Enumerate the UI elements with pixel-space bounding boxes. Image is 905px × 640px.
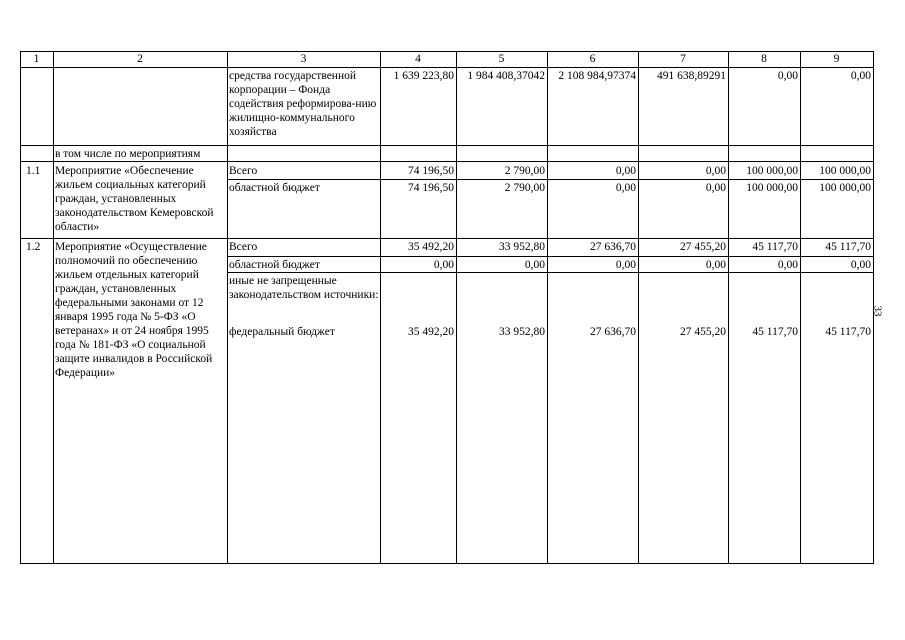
value-cell: 100 000,00	[819, 165, 871, 177]
measure-number: 1.2	[26, 241, 41, 253]
row-divider	[20, 238, 874, 239]
value-cell: 35 492,20	[408, 326, 454, 338]
page-number: 33	[871, 305, 884, 317]
value-cell: 0,00	[705, 165, 726, 177]
source-cell: средства государственной корпорации – Фонда содействия реформирова-нию жилищно-коммунального хозяйства	[229, 70, 377, 138]
column-divider	[547, 51, 548, 564]
value-cell: 0,00	[705, 182, 726, 194]
source-cell: Всего	[229, 241, 258, 253]
source-cell: федеральный бюджет	[229, 326, 335, 338]
value-cell: 0,00	[524, 259, 545, 271]
value-cell: 0,00	[777, 70, 798, 82]
source-cell: областной бюджет	[229, 182, 320, 194]
value-cell: 74 196,50	[408, 165, 454, 177]
column-header: 6	[589, 53, 596, 65]
value-cell: 0,00	[615, 165, 636, 177]
column-header: 3	[300, 53, 307, 65]
value-cell: 0,00	[615, 259, 636, 271]
value-cell: 100 000,00	[746, 165, 798, 177]
value-cell: 74 196,50	[408, 182, 454, 194]
column-divider	[380, 51, 381, 564]
value-cell: 0,00	[850, 70, 871, 82]
row-divider	[20, 161, 874, 162]
row-divider	[227, 179, 874, 180]
value-cell: 2 790,00	[504, 182, 545, 194]
table-border-left	[20, 51, 21, 564]
column-divider	[456, 51, 457, 564]
value-cell: 0,00	[705, 259, 726, 271]
source-cell: Всего	[229, 165, 258, 177]
value-cell: 27 636,70	[590, 326, 636, 338]
column-header: 2	[137, 53, 143, 65]
row-divider	[20, 67, 874, 68]
column-header: 7	[680, 53, 686, 65]
value-cell: 27 455,20	[680, 241, 726, 253]
section-label: в том числе по мероприятиям	[55, 148, 201, 160]
column-header: 1	[33, 53, 40, 65]
value-cell: 45 117,70	[825, 326, 871, 338]
column-divider	[728, 51, 729, 564]
value-cell: 45 117,70	[752, 241, 798, 253]
column-header: 8	[761, 53, 767, 65]
measure-title: Мероприятие «Осуществление полномочий по обеспечению жильем отдельных категорий граждан, установленных федеральными законами от 12 января 1995 года № 5-ФЗ «О ветеранах» и от 24 ноября 1995 года № 181-ФЗ «О социальной защите инвалидов в Российской Федерации»	[55, 241, 213, 379]
value-cell: 27 455,20	[680, 326, 726, 338]
row-divider	[20, 145, 874, 146]
table-border-bottom	[20, 563, 874, 564]
value-cell: 45 117,70	[752, 326, 798, 338]
value-cell: 33 952,80	[499, 241, 545, 253]
value-cell: 0,00	[615, 182, 636, 194]
measure-title: Мероприятие «Обеспечение жильем социальных категорий граждан, установленных законодательством Кемеровской области»	[55, 165, 214, 233]
measure-number: 1.1	[26, 165, 41, 177]
value-cell: 0,00	[850, 259, 871, 271]
value-cell: 2 108 984,97374	[558, 70, 636, 82]
source-cell: областной бюджет	[229, 259, 320, 271]
column-header: 4	[415, 53, 421, 65]
column-divider	[53, 51, 54, 564]
value-cell: 0,00	[777, 259, 798, 271]
column-header: 9	[833, 53, 840, 65]
value-cell: 45 117,70	[825, 241, 871, 253]
row-divider	[227, 256, 874, 257]
value-cell: 2 790,00	[504, 165, 545, 177]
value-cell: 35 492,20	[408, 241, 454, 253]
column-divider	[227, 51, 228, 564]
value-cell: 100 000,00	[746, 182, 798, 194]
value-cell: 33 952,80	[499, 326, 545, 338]
value-cell: 100 000,00	[819, 182, 871, 194]
source-cell: иные не запрещенные законодательством источники:	[229, 275, 379, 301]
budget-table	[20, 51, 874, 564]
value-cell: 1 639 223,80	[393, 70, 454, 82]
value-cell: 1 984 408,37042	[467, 70, 545, 82]
value-cell: 27 636,70	[590, 241, 636, 253]
row-divider	[227, 272, 874, 273]
column-divider	[800, 51, 801, 564]
column-header: 5	[498, 53, 505, 65]
column-divider	[638, 51, 639, 564]
value-cell: 491 638,89291	[657, 70, 726, 82]
value-cell: 0,00	[433, 259, 454, 271]
